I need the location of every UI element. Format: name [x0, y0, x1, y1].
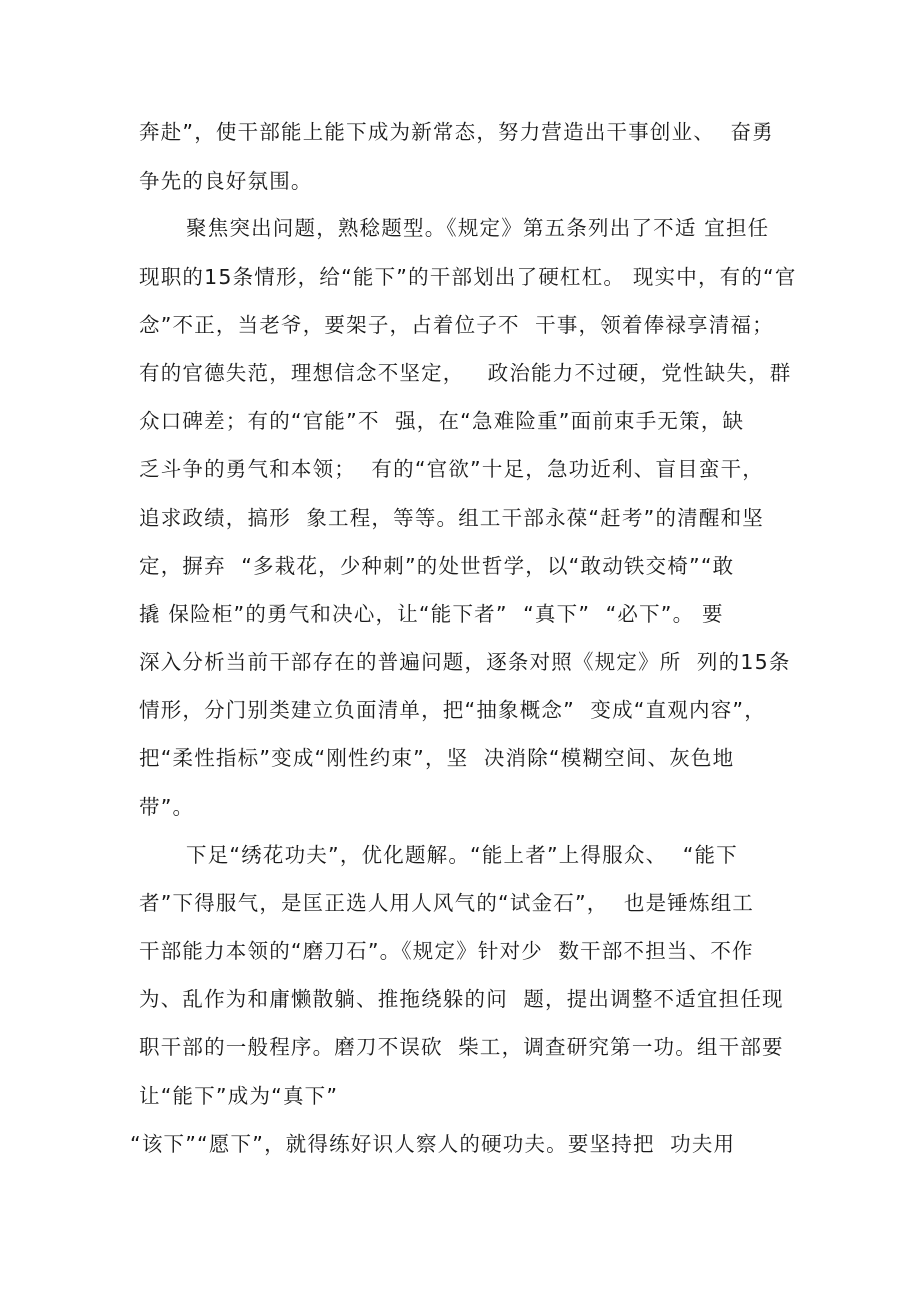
text-line: 追求政绩，搞形 象工程，等等。组工干部永葆“赶考”的清醒和坚 [139, 506, 764, 530]
text-line: 撬 保险柜”的勇气和决心，让“能下者” “真下” “必下”。 要 [139, 602, 724, 626]
text-line: 现职的15条情形，给“能下”的干部划出了硬杠杠。 现实中，有的“官 [139, 265, 797, 289]
text-line: 把“柔性指标”变成“刚性约束”，坚 决消除“模糊空间、灰色地 [139, 746, 735, 770]
paragraph-first-line: 聚焦突出问题，熟稔题型。《规定》第五条列出了不适 宜担任 [186, 216, 770, 240]
text-line: 职干部的一般程序。磨刀不误砍 柴工，调查研究第一功。组干部要 [139, 1035, 784, 1059]
text-line: 者”下得服气，是匡正选人用人风气的“试金石”， 也是锤炼组工 [139, 891, 755, 915]
text-line: 为、乱作为和庸懒散躺、推拖绕躲的问 题，提出调整不适宜担任现 [139, 987, 784, 1011]
text-line: 让“能下”成为“真下” [139, 1084, 339, 1108]
text-line: 念”不正，当老爷，要架子，占着位子不 干事，领着俸禄享清福； [139, 313, 774, 337]
text-line: “该下”“愿下”，就得练好识人察人的硬功夫。要坚持把 功夫用 [130, 1132, 736, 1156]
text-line: 奔赴”，使干部能上能下成为新常态，努力营造出干事创业、 奋勇 [139, 120, 774, 144]
paragraph-first-line: 下足“绣花功夫”，优化题解。“能上者”上得服众、 “能下 [186, 843, 738, 867]
text-line: 深入分析当前干部存在的普遍问题，逐条对照《规定》所 列的15条 [139, 650, 791, 674]
text-line: 带”。 [139, 795, 195, 819]
text-line: 干部能力本领的“磨刀石”。《规定》针对少 数干部不担当、不作 [139, 939, 754, 963]
text-line: 争先的良好氛围。 [139, 169, 313, 193]
text-line: 情形，分门别类建立负面清单，把“抽象概念” 变成“直观内容”， [139, 698, 766, 722]
text-line: 众口碑差；有的“官能”不 强，在“急难险重”面前束手无策，缺 [139, 409, 745, 433]
text-line: 乏斗争的勇气和本领； 有的“官欲”十足，急功近利、盲目蛮干， [139, 457, 764, 481]
text-line: 定，摒弃 “多栽花，少种刺”的处世哲学，以“敢动铁交椅”“敢 [139, 554, 735, 578]
text-line: 有的官德失范，理想信念不坚定， 政治能力不过硬，党性缺失，群 [139, 361, 792, 385]
